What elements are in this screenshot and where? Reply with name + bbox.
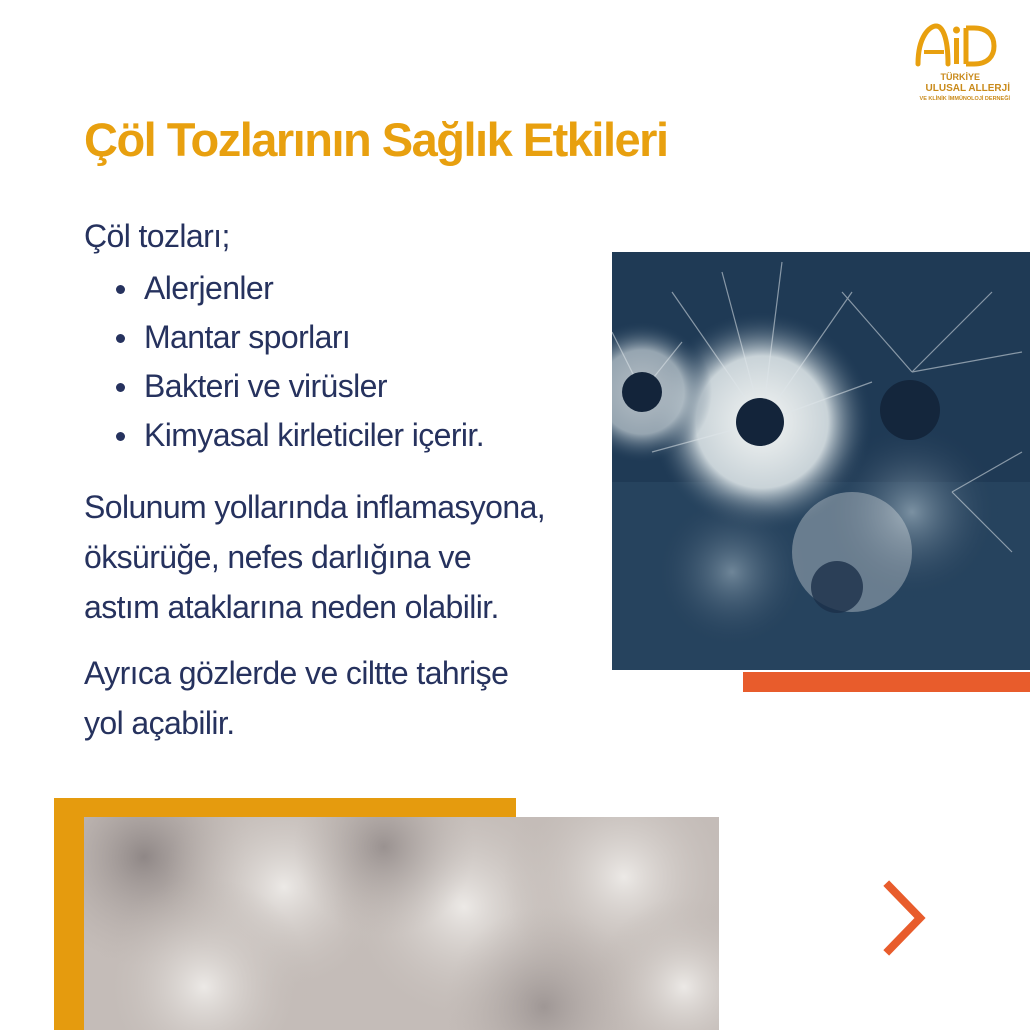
list-item [112,264,484,313]
smoke-photo [84,817,719,1030]
logo-text-subtitle: VE KLİNİK İMMÜNOLOJİ DERNEĞİ [919,96,1010,102]
bullet-icon [116,334,125,343]
association-logo [900,22,1010,108]
contents-list [112,264,484,460]
list-item [112,362,484,411]
intro-text: Çöl tozları; [84,218,230,254]
next-page-button[interactable] [880,880,930,956]
logo-text-country: TÜRKİYE [940,72,980,82]
orange-accent-bar [743,672,1030,692]
paragraph-line: öksürüğe, nefes darlığına ve [84,539,472,575]
aid-logo-mark [914,22,998,68]
bullet-icon [116,285,125,294]
list-item [112,313,484,362]
page-title: Çöl Tozlarının Sağlık Etkileri [84,113,668,166]
chevron-right-icon [880,880,930,956]
list-item-label: Bakteri ve virüsler [144,368,387,404]
list-item-label: Alerjenler [144,270,274,306]
paragraph-line: yol açabilir. [84,705,235,741]
list-item-label: Mantar sporları [144,319,351,355]
bullet-icon [116,383,125,392]
respiratory-effects-paragraph [84,482,624,632]
list-item-label: Kimyasal kirleticiler içerir. [144,417,484,453]
dust-particles-photo [612,252,1030,670]
eye-skin-effects-paragraph [84,648,624,748]
logo-text-name: ULUSAL ALLERJİ [925,83,1010,94]
bullet-icon [116,432,125,441]
paragraph-line: Ayrıca gözlerde ve ciltte tahrişe [84,655,509,691]
paragraph-line: Solunum yollarında inflamasyona, [84,489,546,525]
list-item [112,411,484,460]
paragraph-line: astım ataklarına neden olabilir. [84,589,499,625]
